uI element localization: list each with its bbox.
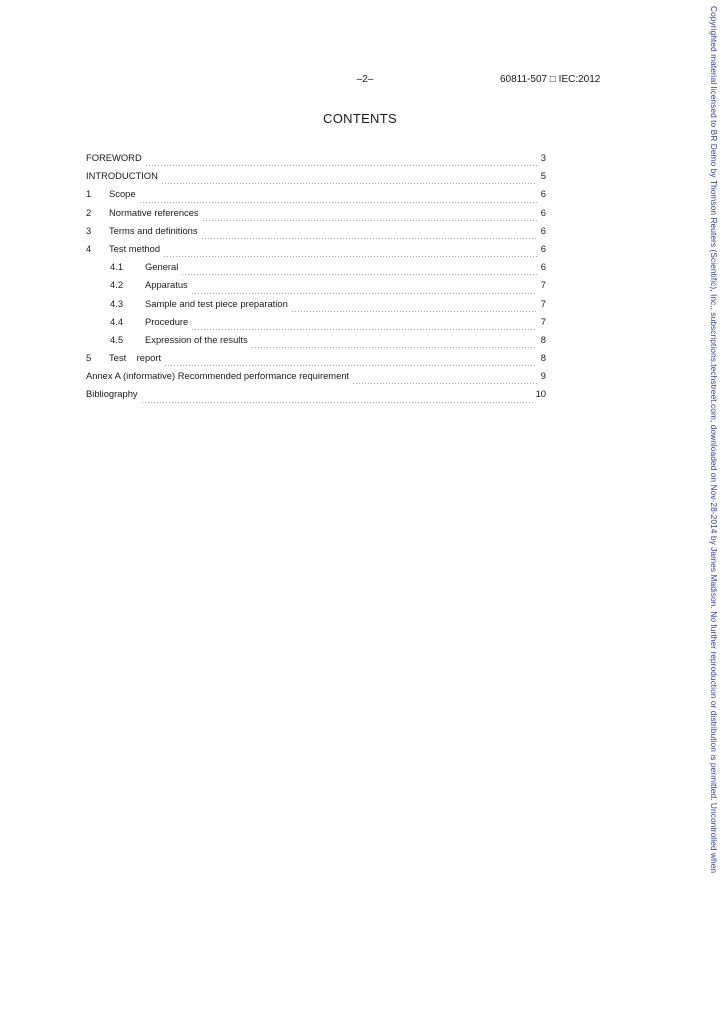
toc-entry-title: Test method xyxy=(109,242,161,254)
toc-entry-number: 3 xyxy=(86,224,92,236)
toc-entry-page: 7 xyxy=(540,279,546,291)
toc-entry-sample-preparation[interactable] xyxy=(110,298,546,316)
toc-entry-annex-a[interactable] xyxy=(86,370,546,388)
dot-leader xyxy=(139,202,537,203)
toc-entry-page: 10 xyxy=(535,388,546,400)
toc-entry-test-report[interactable] xyxy=(86,352,546,370)
toc-entry-number: 1 xyxy=(86,188,92,200)
toc-entry-number: 2 xyxy=(86,206,92,218)
dot-leader xyxy=(202,220,537,221)
dot-leader xyxy=(181,274,537,275)
toc-entry-number: 4.2 xyxy=(110,279,124,291)
toc-entry-page: 9 xyxy=(540,370,546,382)
toc-entry-title: INTRODUCTION xyxy=(86,170,158,182)
toc-entry-title: Scope xyxy=(109,188,136,200)
dot-leader xyxy=(141,402,533,403)
toc-entry-title: Expression of the results xyxy=(145,333,248,345)
toc-entry-title: Terms and definitions xyxy=(109,224,198,236)
toc-entry-page: 6 xyxy=(540,242,546,254)
toc-entry-terms-and-definitions[interactable] xyxy=(86,225,546,243)
toc-entry-number: 4.1 xyxy=(110,261,124,273)
dot-leader xyxy=(352,383,537,384)
toc-entry-apparatus[interactable] xyxy=(110,279,546,297)
toc-entry-procedure[interactable] xyxy=(110,316,546,334)
toc-entry-scope[interactable] xyxy=(86,188,546,206)
toc-entry-number: 4.4 xyxy=(110,315,124,327)
dot-leader xyxy=(164,365,537,366)
dot-leader xyxy=(191,293,537,294)
toc-entry-page: 8 xyxy=(540,333,546,345)
dot-leader xyxy=(291,311,537,312)
toc-entry-page: 5 xyxy=(540,170,546,182)
toc-entry-page: 6 xyxy=(540,261,546,273)
toc-entry-title: Test report xyxy=(109,352,162,364)
toc-entry-bibliography[interactable] xyxy=(86,388,546,406)
dot-leader xyxy=(145,165,537,166)
copyright-watermark-text[interactable]: Copyrighted material licensed to BR Demo by Thomson Reuters (Scientific), Inc., subscriptions.techstreet.com, downloaded on Nov-28-2014 by James Madison. No further reproduction or distribution is permitted. Uncontrolled when xyxy=(709,6,719,874)
toc-entry-normative-references[interactable] xyxy=(86,207,546,225)
dot-leader xyxy=(191,329,537,330)
toc-entry-number: 5 xyxy=(86,352,92,364)
toc-entry-expression-of-results[interactable] xyxy=(110,334,546,352)
toc-entry-title: Sample and test piece preparation xyxy=(145,297,288,309)
toc-entry-page: 6 xyxy=(540,224,546,236)
toc-entry-page: 6 xyxy=(540,188,546,200)
toc-entry-foreword[interactable] xyxy=(86,152,546,170)
toc-entry-title: Bibliography xyxy=(86,388,138,400)
dot-leader xyxy=(161,183,537,184)
toc-entry-title: Annex A (informative) Recommended performance requirement xyxy=(86,370,350,382)
document-reference: 60811-507 □ IEC:2012 xyxy=(500,74,601,85)
page-number: –2– xyxy=(356,74,374,85)
toc-entry-page: 7 xyxy=(540,315,546,327)
contents-title: CONTENTS xyxy=(323,111,397,126)
toc-entry-page: 3 xyxy=(540,152,546,163)
table-of-contents xyxy=(86,152,546,407)
toc-entry-title: FOREWORD xyxy=(86,152,142,163)
toc-entry-test-method[interactable] xyxy=(86,243,546,261)
toc-entry-number: 4.5 xyxy=(110,333,124,345)
toc-entry-page: 7 xyxy=(540,297,546,309)
toc-entry-page: 6 xyxy=(540,206,546,218)
toc-entry-page: 8 xyxy=(540,352,546,364)
toc-entry-title: Normative references xyxy=(109,206,199,218)
toc-entry-introduction[interactable] xyxy=(86,170,546,188)
toc-entry-title: General xyxy=(145,261,179,273)
toc-entry-general[interactable] xyxy=(110,261,546,279)
toc-entry-title: Procedure xyxy=(145,315,189,327)
toc-entry-title: Apparatus xyxy=(145,279,188,291)
copyright-watermark xyxy=(705,6,721,1018)
toc-entry-number: 4.3 xyxy=(110,297,124,309)
dot-leader xyxy=(163,256,537,257)
toc-entry-number: 4 xyxy=(86,242,92,254)
dot-leader xyxy=(201,238,537,239)
dot-leader xyxy=(251,347,537,348)
